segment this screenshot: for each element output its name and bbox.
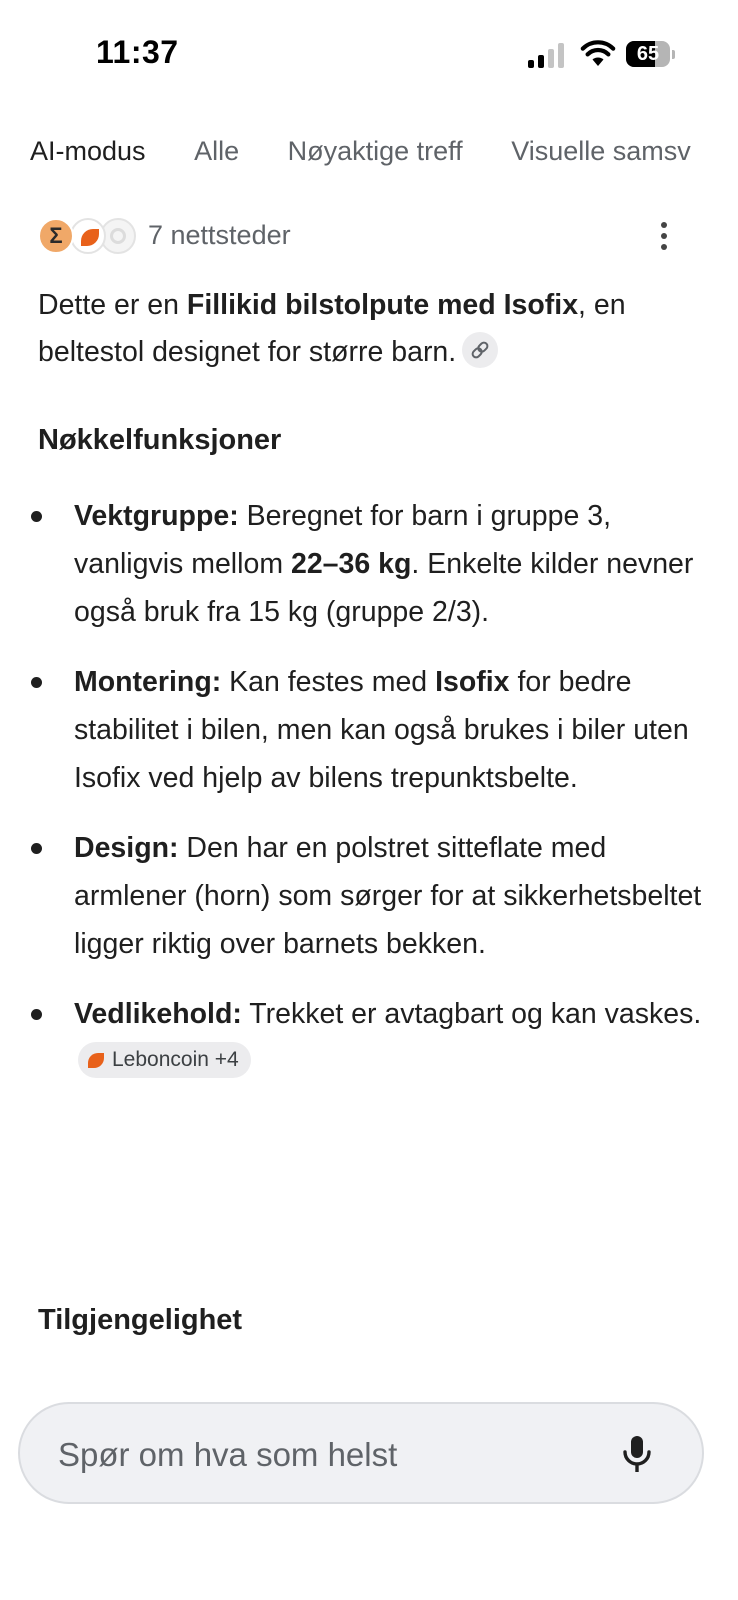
feature-bold-value: 22–36 kg (290, 548, 412, 580)
leboncoin-favicon-icon (88, 1053, 104, 1068)
feature-text: Kan festes med (221, 666, 436, 698)
battery-icon (626, 41, 674, 69)
bullet-icon (31, 677, 42, 688)
feature-bold-value: Isofix (435, 666, 510, 698)
features-heading: Nøkkelfunksjoner (38, 424, 282, 456)
source-chip-label: Leboncoin +4 (112, 1048, 239, 1072)
bullet-icon (31, 1009, 42, 1020)
feature-title: Vektgruppe: (74, 500, 239, 532)
sigma-favicon-icon: Σ (38, 218, 74, 254)
cellular-signal-icon (528, 40, 568, 68)
feature-text-continued: for bedre stabilitet i bilen, men kan også brukes i biler uten Isofix ved hjelp av bilens trepunktsbelte. (74, 666, 689, 794)
source-chip-leboncoin[interactable] (78, 1042, 251, 1078)
leboncoin-favicon-icon (70, 218, 106, 254)
intro-product-name: Fillikid bilstolpute med Isofix (186, 289, 579, 321)
sources-count-label: 7 nettsteder (148, 220, 291, 250)
status-time: 11:37 (96, 34, 179, 70)
bullet-icon (31, 511, 42, 522)
citation-link-icon[interactable] (462, 332, 498, 368)
feature-title: Design: (74, 832, 179, 864)
list-item (0, 824, 738, 968)
search-mode-tabs (30, 136, 732, 167)
tab-exact-matches[interactable]: Nøyaktige treff (287, 136, 463, 166)
microphone-icon[interactable] (620, 1434, 654, 1476)
feature-text: Beregnet for barn i gruppe 3, vanligvis mellom (74, 500, 612, 580)
tab-visual-matches[interactable]: Visuelle samsv (511, 136, 691, 166)
feature-text-continued: . Enkelte kilder nevner også bruk fra 15 kg (gruppe 2/3). (74, 548, 694, 628)
feature-text: Den har en polstret sitteflate med armlener (horn) som sørger for at sikkerhetsbeltet ligger riktig over barnets bekken. (74, 832, 702, 960)
intro-text-end: , en beltestol designet for større barn. (38, 289, 626, 368)
battery-level: 65 (636, 43, 660, 65)
answer-intro (38, 282, 708, 376)
feature-title: Vedlikehold: (74, 998, 242, 1030)
features-list (0, 492, 738, 1108)
feature-title: Montering: (74, 666, 222, 698)
feature-text: Trekket er avtagbart og kan vaskes. (241, 998, 702, 1030)
list-item (0, 492, 738, 636)
list-item (0, 658, 738, 802)
intro-text-start: Dette er en (38, 289, 187, 321)
availability-heading: Tilgjengelighet (38, 1304, 243, 1336)
tab-ai-mode[interactable]: AI-modus (30, 136, 146, 166)
wifi-icon (580, 38, 616, 68)
ask-anything-input[interactable] (56, 1428, 600, 1482)
more-options-icon[interactable] (652, 218, 676, 254)
bullet-icon (31, 843, 42, 854)
tab-all[interactable]: Alle (194, 136, 240, 166)
ask-anything-bar (18, 1402, 704, 1504)
list-item (0, 990, 738, 1086)
